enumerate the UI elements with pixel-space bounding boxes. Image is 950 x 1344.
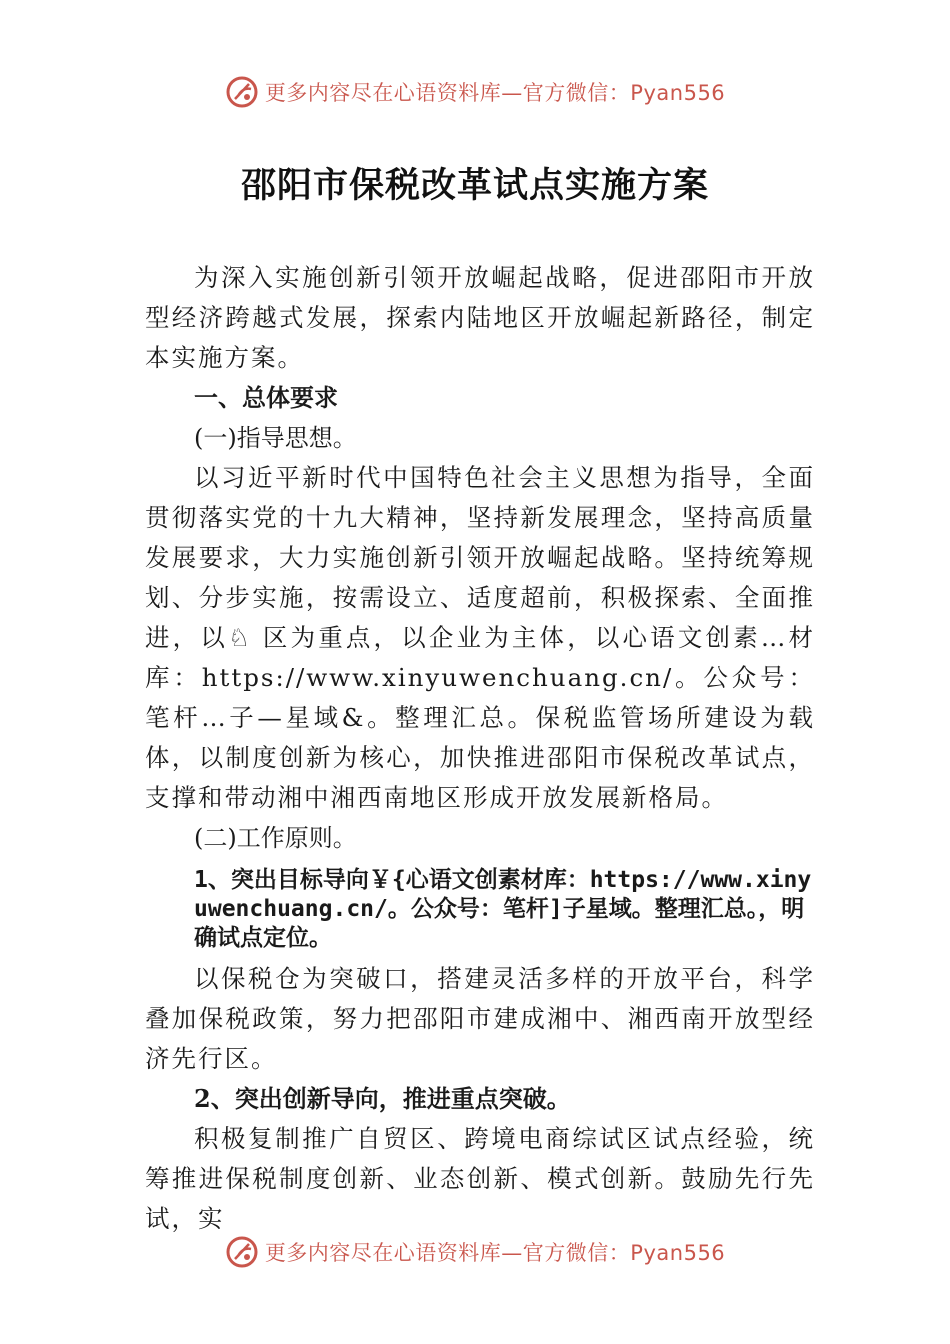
header-banner xyxy=(0,72,950,112)
library-logo-icon xyxy=(225,1235,259,1269)
point-heading: 2、突出创新导向，推进重点突破。 xyxy=(194,1084,571,1113)
point-paragraph: 以保税仓为突破口，搭建灵活多样的开放平台，科学叠加保税政策，努力把邵阳市建成湘中、湘西南开放型经济先行区。 xyxy=(145,964,815,1073)
header-banner-text: 更多内容尽在心语资料库—官方微信：Pyan556 xyxy=(264,81,726,105)
point-paragraph: 积极复制推广自贸区、跨境电商综试区试点经验，统筹推进保税制度创新、业态创新、模式创新。鼓励先行先试，实 xyxy=(145,1124,815,1233)
library-logo-icon xyxy=(225,75,259,109)
subsection-heading: (一)指导思想。 xyxy=(194,424,357,452)
footer-banner xyxy=(0,1232,950,1272)
document-body xyxy=(145,258,815,1239)
guiding-thought-paragraph: 以习近平新时代中国特色社会主义思想为指导，全面贯彻落实党的十九大精神，坚持新发展理念，坚持高质量发展要求，大力实施创新引领开放崛起战略。坚持统筹规划、分步实施，按需设立、适度超前，积极探索、全面推进，以♘ 区为重点，以企业为主体，以心语文创素…材库：https://www.xinyuwenchuang.cn/。公众号：笔杆…子—星域&。整理汇总。保税监管场所建设为载体，以制度创新为核心，加快推进邵阳市保税改革试点，支撑和带动湘中湘西南地区形成开放发展新格局。 xyxy=(145,463,815,812)
document-title: 邵阳市保税改革试点实施方案 xyxy=(240,165,709,206)
section-heading: 一、总体要求 xyxy=(194,383,338,412)
subsection-heading: (二)工作原则。 xyxy=(194,824,357,852)
point-heading: 1、突出目标导向￥{心语文创素材库：https://www.xinyuwenchuang.cn/。公众号：笔杆]子星域。整理汇总。，明确试点定位。 xyxy=(194,867,812,951)
intro-paragraph: 为深入实施创新引领开放崛起战略，促进邵阳市开放型经济跨越式发展，探索内陆地区开放崛起新路径，制定本实施方案。 xyxy=(145,263,815,372)
footer-banner-text: 更多内容尽在心语资料库—官方微信：Pyan556 xyxy=(264,1241,726,1265)
